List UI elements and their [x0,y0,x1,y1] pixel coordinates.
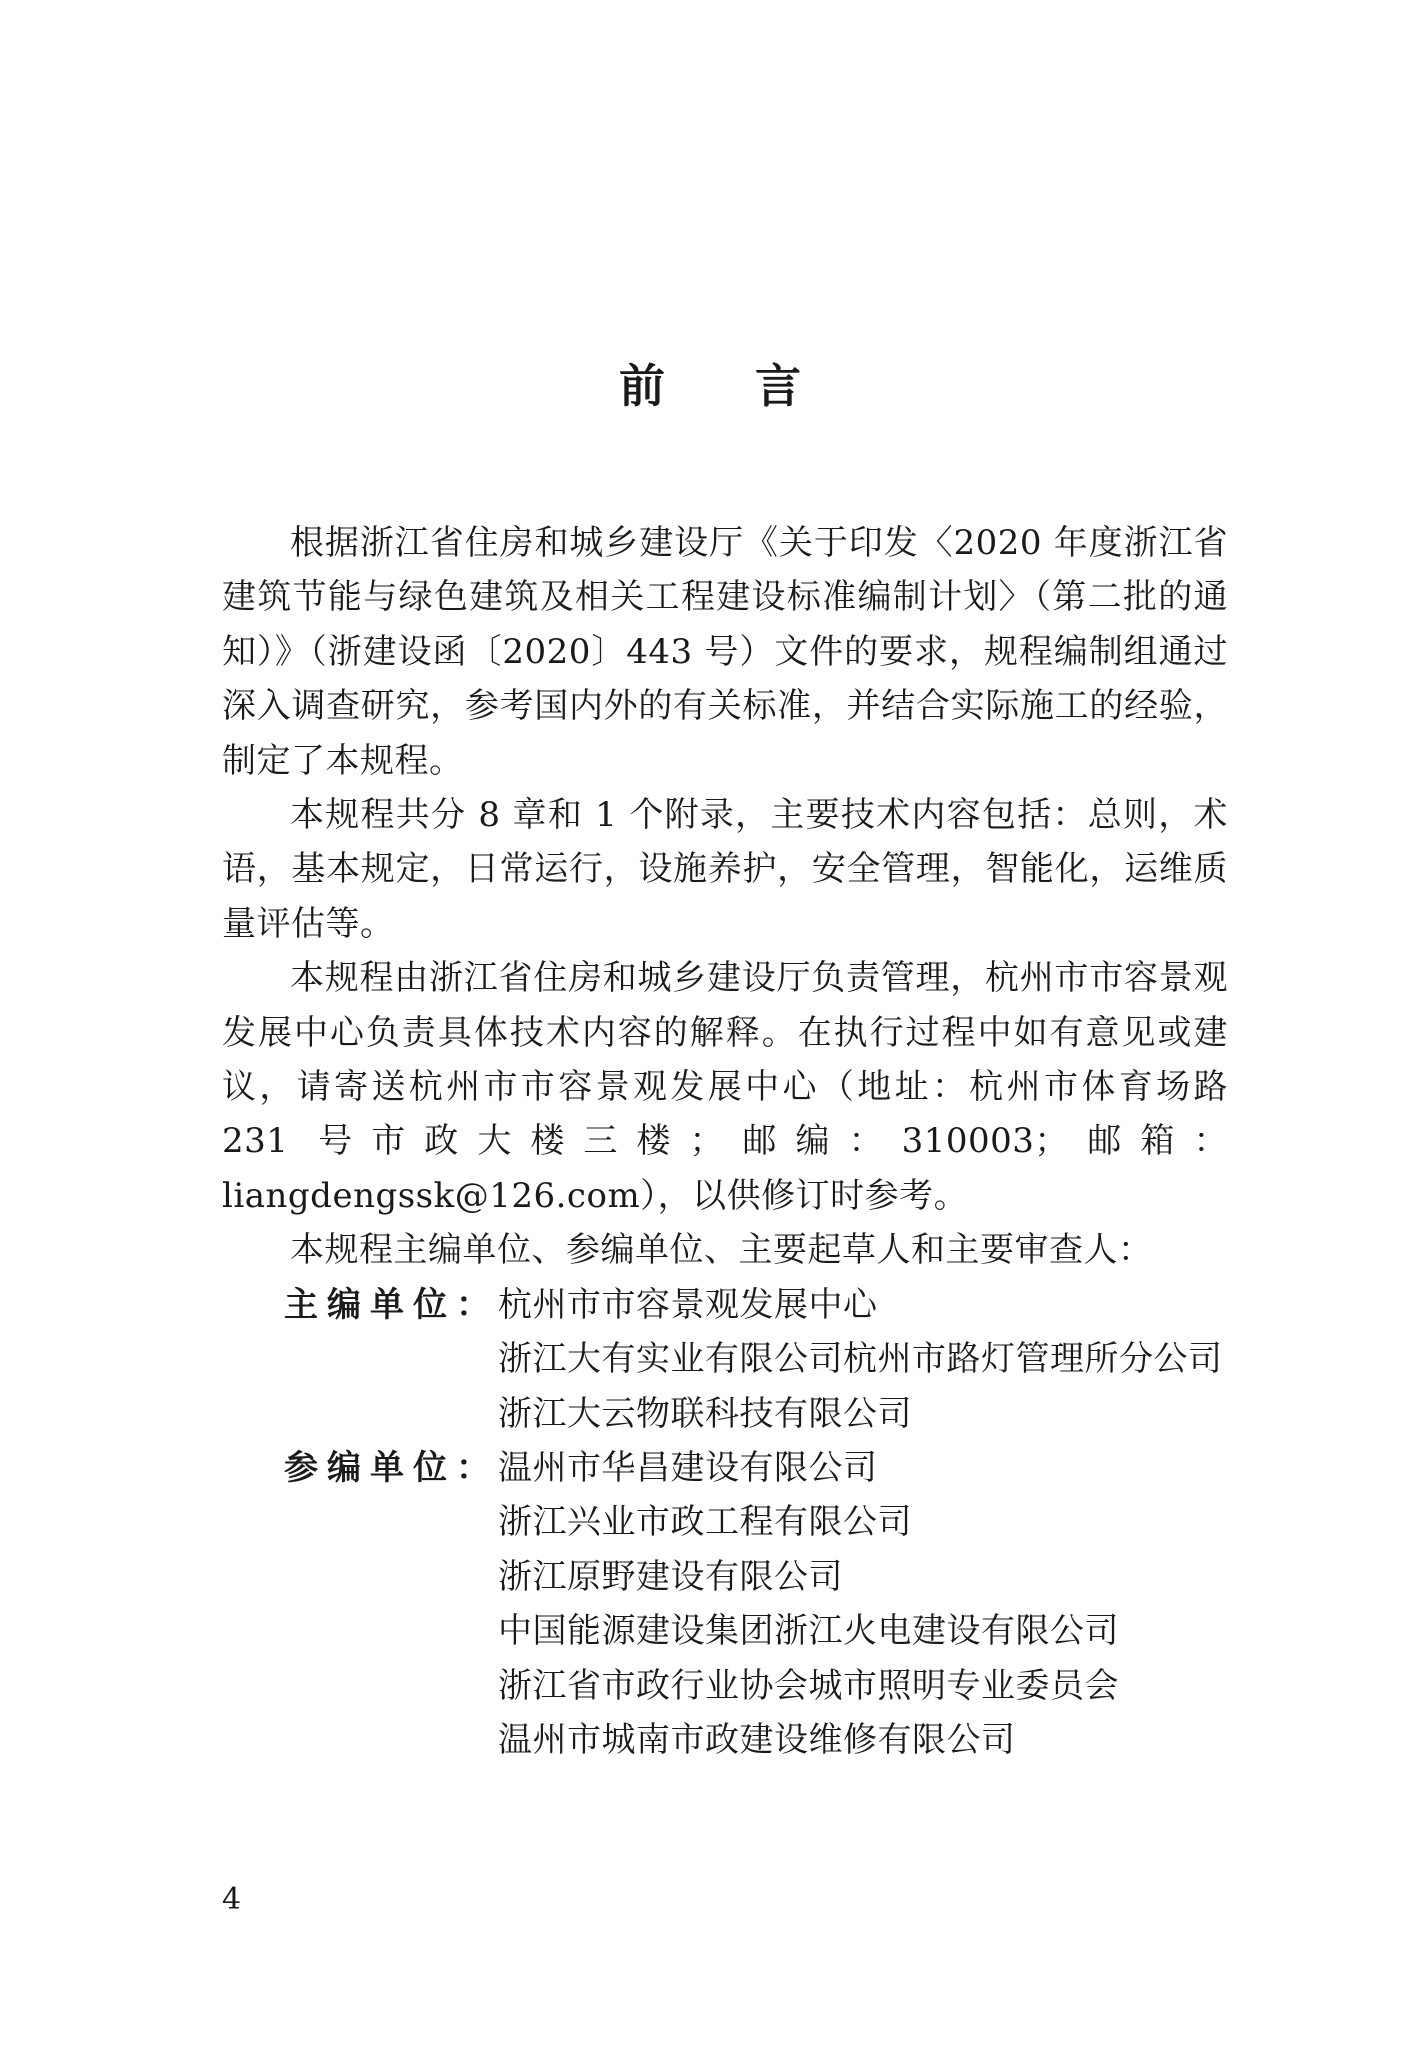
participating-units-block [222,1441,1228,1767]
chief-units-block [222,1278,1228,1441]
chief-unit-item: 浙江大有实业有限公司杭州市路灯管理所分公司 [498,1339,1223,1380]
page-title: 前言 [619,359,891,413]
preface-paragraph-2: 本规程共分 8 章和 1 个附录，主要技术内容包括：总则，术语，基本规定，日常运行，设施养护，安全管理，智能化，运维质量评估等。 [222,795,1228,944]
participating-units-label: 参编单位： [284,1447,499,1488]
chief-unit-item: 浙江大云物联科技有限公司 [498,1393,912,1434]
participating-unit-item: 浙江兴业市政工程有限公司 [498,1502,912,1543]
participating-units-list [498,1441,1228,1767]
preface-body [222,516,1228,1767]
participating-unit-item: 中国能源建设集团浙江火电建设有限公司 [498,1611,1119,1652]
participating-unit-item: 温州市城南市政建设维修有限公司 [498,1719,1016,1760]
participating-unit-item: 浙江原野建设有限公司 [498,1556,843,1597]
chief-unit-item: 杭州市市容景观发展中心 [498,1284,878,1325]
preface-paragraph-3: 本规程由浙江省住房和城乡建设厅负责管理，杭州市市容景观发展中心负责具体技术内容的解释。在执行过程中如有意见或建议，请寄送杭州市市容景观发展中心（地址：杭州市体育场路 231 号市政大楼三楼；邮编：310003；邮箱：liangdengssk@126.com），以供修订时参考。 [222,958,1228,1216]
participating-unit-item: 温州市华昌建设有限公司 [498,1447,878,1488]
participating-unit-item: 浙江省市政行业协会城市照明专业委员会 [498,1665,1119,1706]
units-intro: 本规程主编单位、参编单位、主要起草人和主要审查人： [290,1230,1153,1271]
chief-units-list [498,1278,1228,1441]
preface-paragraph-1: 根据浙江省住房和城乡建设厅《关于印发〈2020 年度浙江省建筑节能与绿色建筑及相关工程建设标准编制计划〉（第二批的通知）》（浙建设函〔2020〕443 号）文件的要求，规程编制组通过深入调查研究，参考国内外的有关标准，并结合实际施工的经验，制定了本规程。 [222,523,1228,781]
page-number: 4 [222,1882,242,1917]
chief-units-label: 主编单位： [284,1284,499,1325]
